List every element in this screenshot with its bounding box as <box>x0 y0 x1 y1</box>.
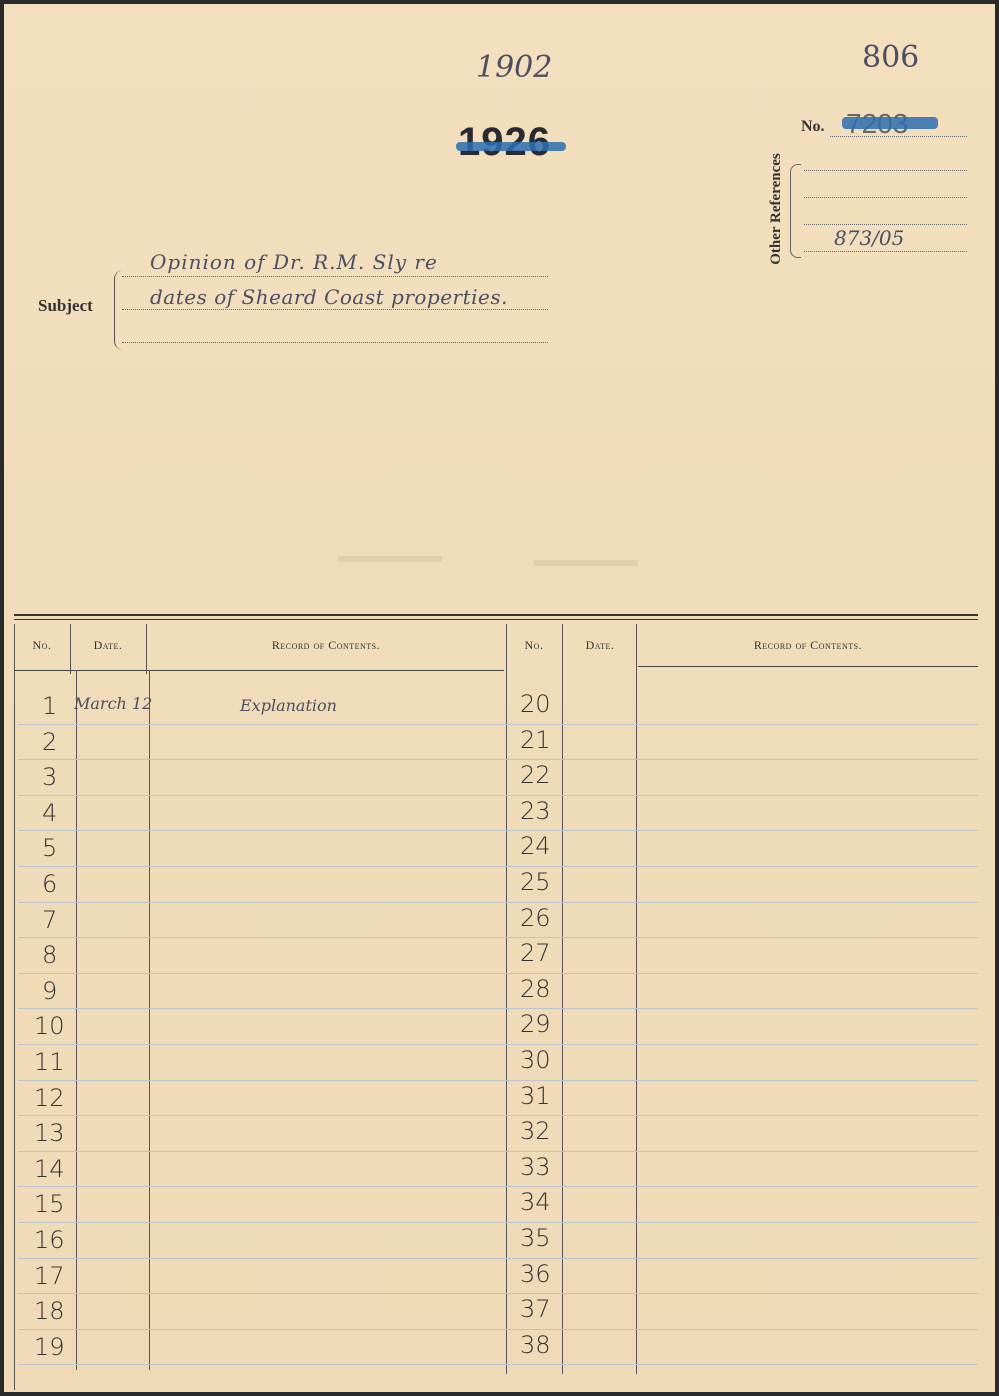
subject-text-line-2: dates of Sheard Coast properties. <box>150 285 509 309</box>
row-number-left: 19 <box>34 1332 65 1361</box>
row-line <box>18 1329 978 1330</box>
row-number-left: 12 <box>34 1083 65 1112</box>
subject-text-line-1: Opinion of Dr. R.M. Sly re <box>150 250 438 274</box>
row-number-right: 28 <box>520 974 551 1003</box>
row-number-right: 25 <box>520 868 551 896</box>
row-number-left: 6 <box>42 870 58 898</box>
row-line <box>18 1044 978 1045</box>
header-no-right: No. <box>524 638 544 652</box>
row-number-left: 1 <box>42 692 58 720</box>
other-reference-value: 873/05 <box>834 226 905 250</box>
subject-line-3 <box>122 342 548 343</box>
row-number-right: 27 <box>520 939 551 968</box>
header-date-right: Date. <box>585 638 615 652</box>
row-number-right: 32 <box>520 1117 551 1146</box>
row-line <box>18 759 978 760</box>
file-number-handwritten: 806 <box>862 40 920 75</box>
row-number-right: 33 <box>520 1152 551 1181</box>
no-line <box>830 136 967 137</box>
col-line-4 <box>562 624 563 1374</box>
header-rule-left <box>14 670 504 671</box>
row-number-left: 17 <box>34 1261 65 1290</box>
row-line <box>18 1186 978 1187</box>
other-references-bracket <box>790 164 801 258</box>
header-rule-right <box>638 666 978 667</box>
row-number-left: 18 <box>34 1297 65 1326</box>
row-number-right: 34 <box>520 1188 551 1217</box>
row-line <box>18 1080 978 1081</box>
year-handwritten: 1902 <box>476 50 553 85</box>
row-number-left: 14 <box>34 1154 65 1183</box>
row-line <box>18 1115 978 1116</box>
row-number-right: 38 <box>520 1330 551 1359</box>
header-no-left: No. <box>32 638 52 652</box>
subject-label: Subject <box>38 296 93 315</box>
other-ref-line-4 <box>804 251 967 252</box>
row-number-right: 21 <box>520 725 551 754</box>
other-references-label: Other References <box>768 153 784 265</box>
entry-1-date: March 12 <box>74 694 153 713</box>
col-line-2 <box>146 624 147 674</box>
row-number-left: 10 <box>34 1012 65 1041</box>
entry-1-record: Explanation <box>240 696 337 715</box>
row-number-left: 16 <box>34 1226 65 1254</box>
row-number-right: 22 <box>520 761 551 790</box>
col-line-5 <box>636 624 637 1374</box>
header-record-left: Record of Contents. <box>271 638 381 652</box>
faint-mark-right <box>534 560 638 566</box>
row-number-left: 13 <box>34 1119 65 1148</box>
row-line <box>18 866 978 867</box>
table-top-rule <box>14 614 978 616</box>
row-number-left: 7 <box>42 905 58 934</box>
row-number-right: 24 <box>520 832 551 861</box>
row-number-right: 36 <box>520 1259 551 1288</box>
header-record-right: Record of Contents. <box>753 638 863 652</box>
row-line <box>18 1151 978 1152</box>
row-number-right: 37 <box>520 1295 551 1324</box>
col-line-3 <box>506 624 507 1374</box>
other-ref-line-1 <box>804 170 967 171</box>
row-line <box>18 937 978 938</box>
row-number-right: 31 <box>520 1081 551 1110</box>
col-line-left-edge <box>14 624 15 1390</box>
faint-mark-left <box>338 556 442 562</box>
row-number-left: 11 <box>34 1048 65 1076</box>
row-number-right: 35 <box>520 1224 551 1252</box>
no-label: No. <box>801 118 825 135</box>
row-line <box>18 795 978 796</box>
row-number-left: 15 <box>34 1190 65 1219</box>
row-number-right: 26 <box>520 903 551 932</box>
row-line <box>18 1293 978 1294</box>
row-number-right: 30 <box>520 1046 551 1074</box>
row-number-right: 29 <box>520 1010 551 1039</box>
row-line <box>18 1364 978 1365</box>
col-line-2b <box>149 670 150 1370</box>
year-strikethrough <box>456 142 566 151</box>
header-date-left: Date. <box>93 638 123 652</box>
col-line-1b <box>76 670 77 1370</box>
row-number-left: 4 <box>42 798 58 827</box>
table-top-rule-2 <box>14 619 978 620</box>
row-line <box>18 1258 978 1259</box>
row-line <box>18 1222 978 1223</box>
row-number-right: 23 <box>520 796 551 825</box>
row-line <box>18 724 978 725</box>
row-number-left: 8 <box>42 941 58 970</box>
row-number-right: 20 <box>520 690 551 718</box>
no-strikethrough <box>842 117 938 129</box>
row-line <box>18 902 978 903</box>
row-number-left: 5 <box>42 834 58 863</box>
row-line <box>18 830 978 831</box>
other-ref-line-3 <box>804 224 967 225</box>
row-number-left: 3 <box>42 763 58 792</box>
row-number-left: 2 <box>42 727 58 756</box>
row-number-left: 9 <box>42 976 58 1005</box>
row-line <box>18 973 978 974</box>
row-line <box>18 1008 978 1009</box>
subject-brace <box>114 270 123 350</box>
col-line-1 <box>70 624 71 674</box>
subject-line-2 <box>122 309 548 310</box>
other-ref-line-2 <box>804 197 967 198</box>
file-cover-sheet <box>4 4 995 1392</box>
subject-line-1 <box>122 276 548 277</box>
